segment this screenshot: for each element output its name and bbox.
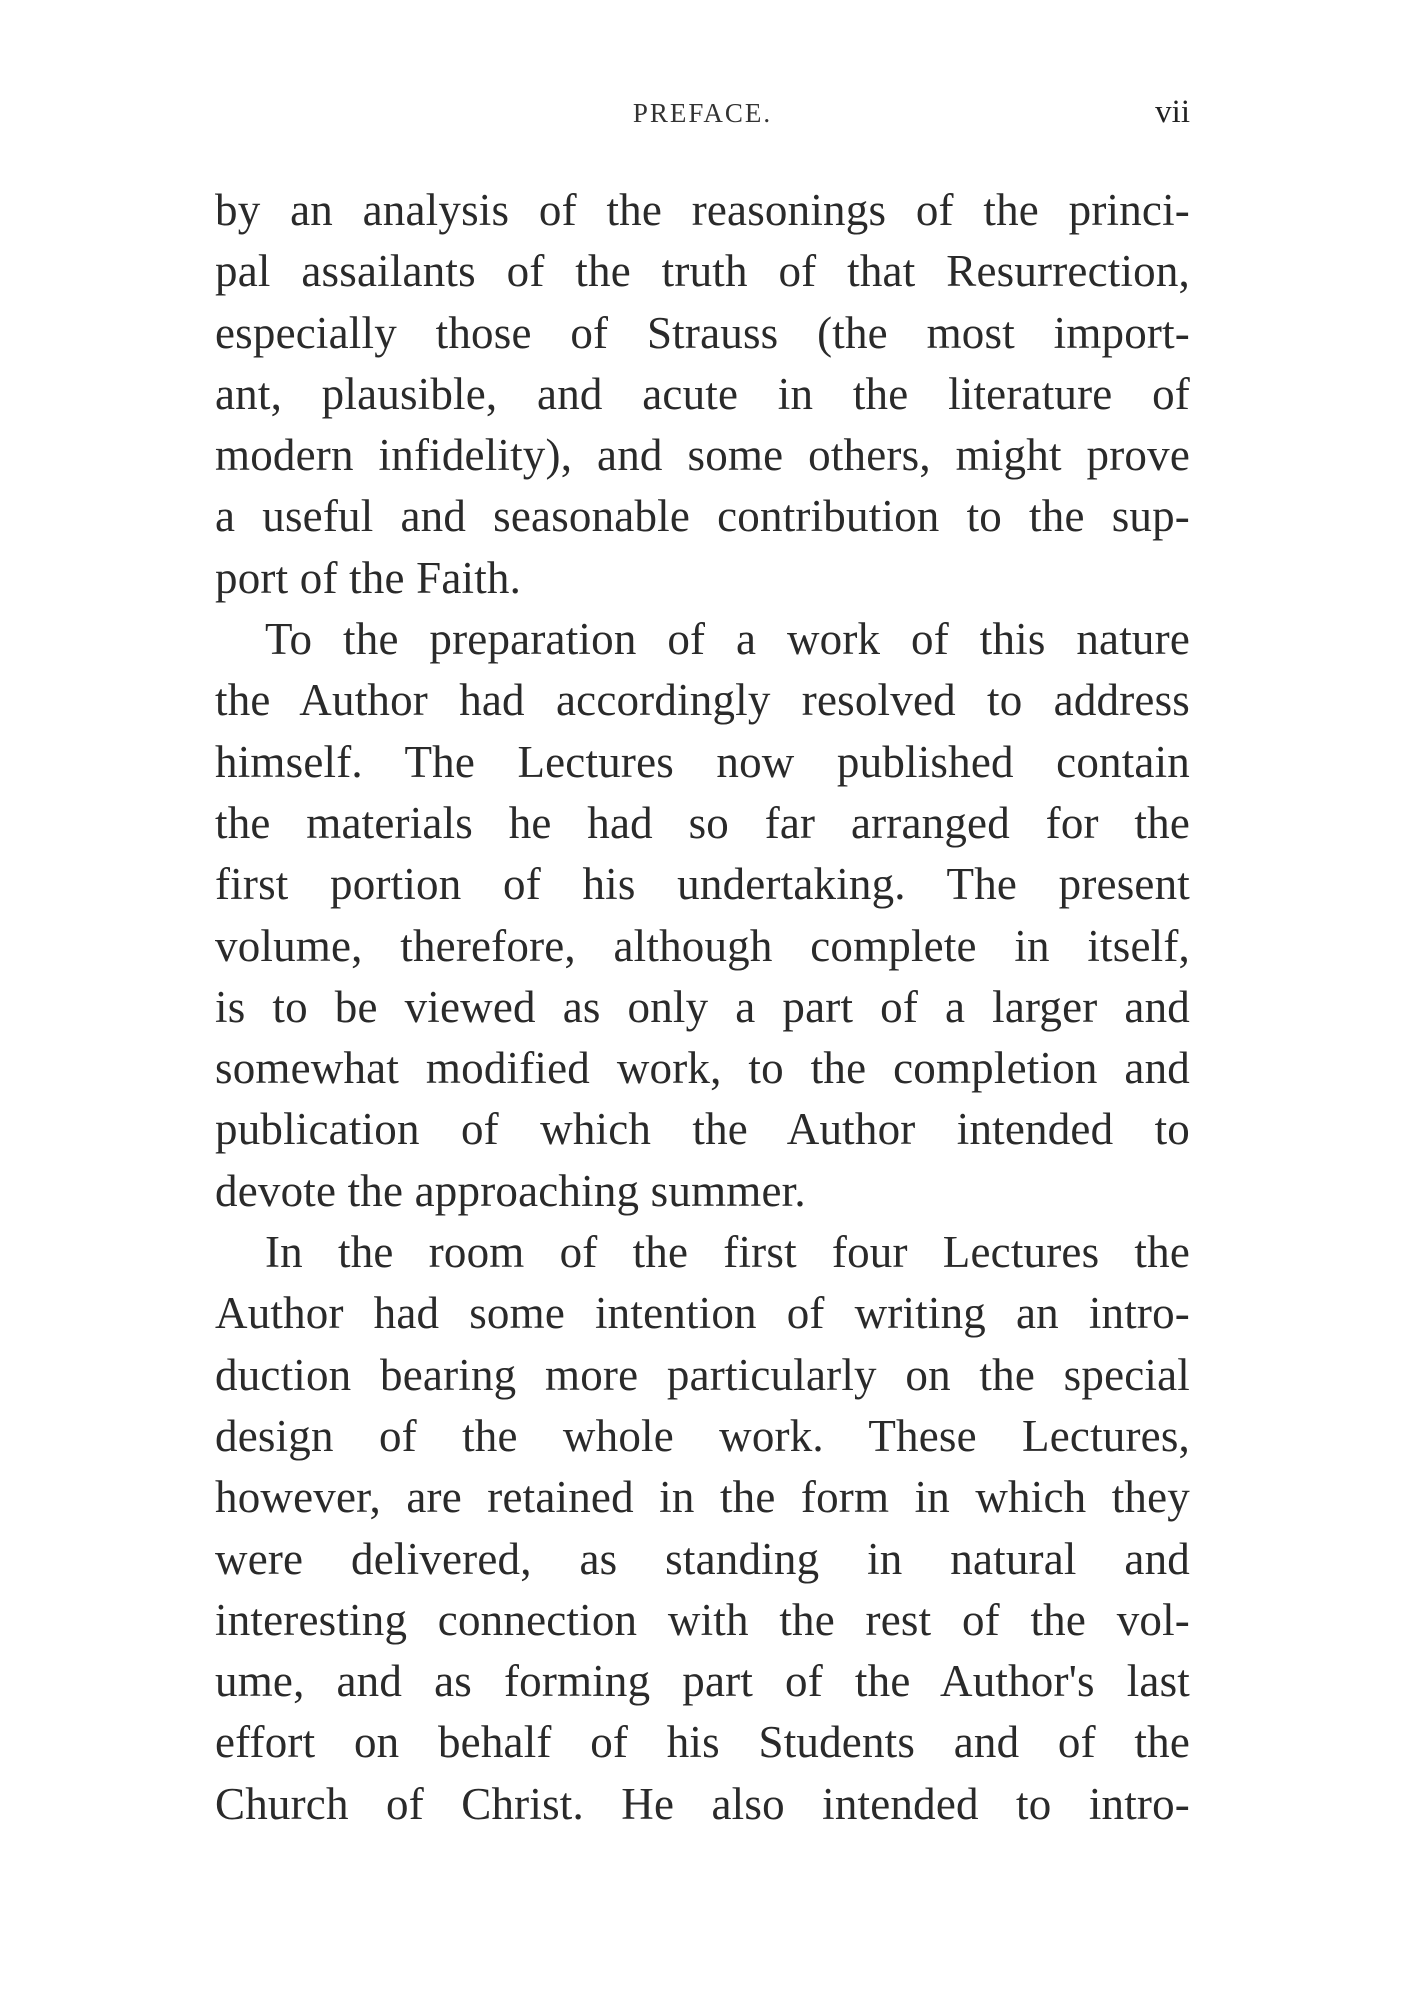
text-line: port of the Faith. bbox=[215, 552, 522, 603]
paragraph-first-line: To the preparation of a work of this nature bbox=[265, 614, 1190, 665]
body-text bbox=[215, 180, 1190, 1835]
running-head bbox=[215, 94, 1190, 138]
text-line: devote the approaching summer. bbox=[215, 1165, 806, 1216]
text-line: somewhat modified work, to the completion and bbox=[215, 1043, 1190, 1094]
text-line: himself. The Lectures now published contain bbox=[215, 736, 1190, 787]
text-line: design of the whole work. These Lectures, bbox=[215, 1410, 1190, 1461]
paragraph-first-line: In the room of the first four Lectures the bbox=[265, 1227, 1190, 1278]
text-line: effort on behalf of his Students and of the bbox=[215, 1717, 1190, 1768]
text-line: were delivered, as standing in natural and bbox=[215, 1533, 1190, 1584]
text-line: especially those of Strauss (the most import- bbox=[215, 307, 1190, 358]
text-line: ume, and as forming part of the Author's last bbox=[215, 1656, 1190, 1707]
text-line: duction bearing more particularly on the special bbox=[215, 1349, 1190, 1400]
text-line: volume, therefore, although complete in itself, bbox=[215, 920, 1190, 971]
text-line: Author had some intention of writing an intro- bbox=[215, 1288, 1190, 1339]
text-line: modern infidelity), and some others, might prove bbox=[215, 430, 1190, 481]
text-line: publication of which the Author intended to bbox=[215, 1104, 1190, 1155]
text-line: ant, plausible, and acute in the literature of bbox=[215, 368, 1190, 419]
page-number: vii bbox=[1155, 94, 1190, 130]
text-line: however, are retained in the form in which they bbox=[215, 1472, 1190, 1523]
text-line: Church of Christ. He also intended to intro- bbox=[215, 1778, 1190, 1829]
text-line: is to be viewed as only a part of a larger and bbox=[215, 981, 1190, 1032]
text-line: pal assailants of the truth of that Resurrection, bbox=[215, 246, 1190, 297]
text-line: the materials he had so far arranged for the bbox=[215, 797, 1190, 848]
text-line: by an analysis of the reasonings of the princi- bbox=[215, 185, 1190, 235]
text-line: a useful and seasonable contribution to the sup- bbox=[215, 491, 1190, 542]
text-line: first portion of his undertaking. The present bbox=[215, 859, 1190, 910]
text-line: interesting connection with the rest of the vol- bbox=[215, 1594, 1190, 1645]
running-title: PREFACE. bbox=[632, 98, 773, 128]
text-line: the Author had accordingly resolved to address bbox=[215, 675, 1190, 726]
